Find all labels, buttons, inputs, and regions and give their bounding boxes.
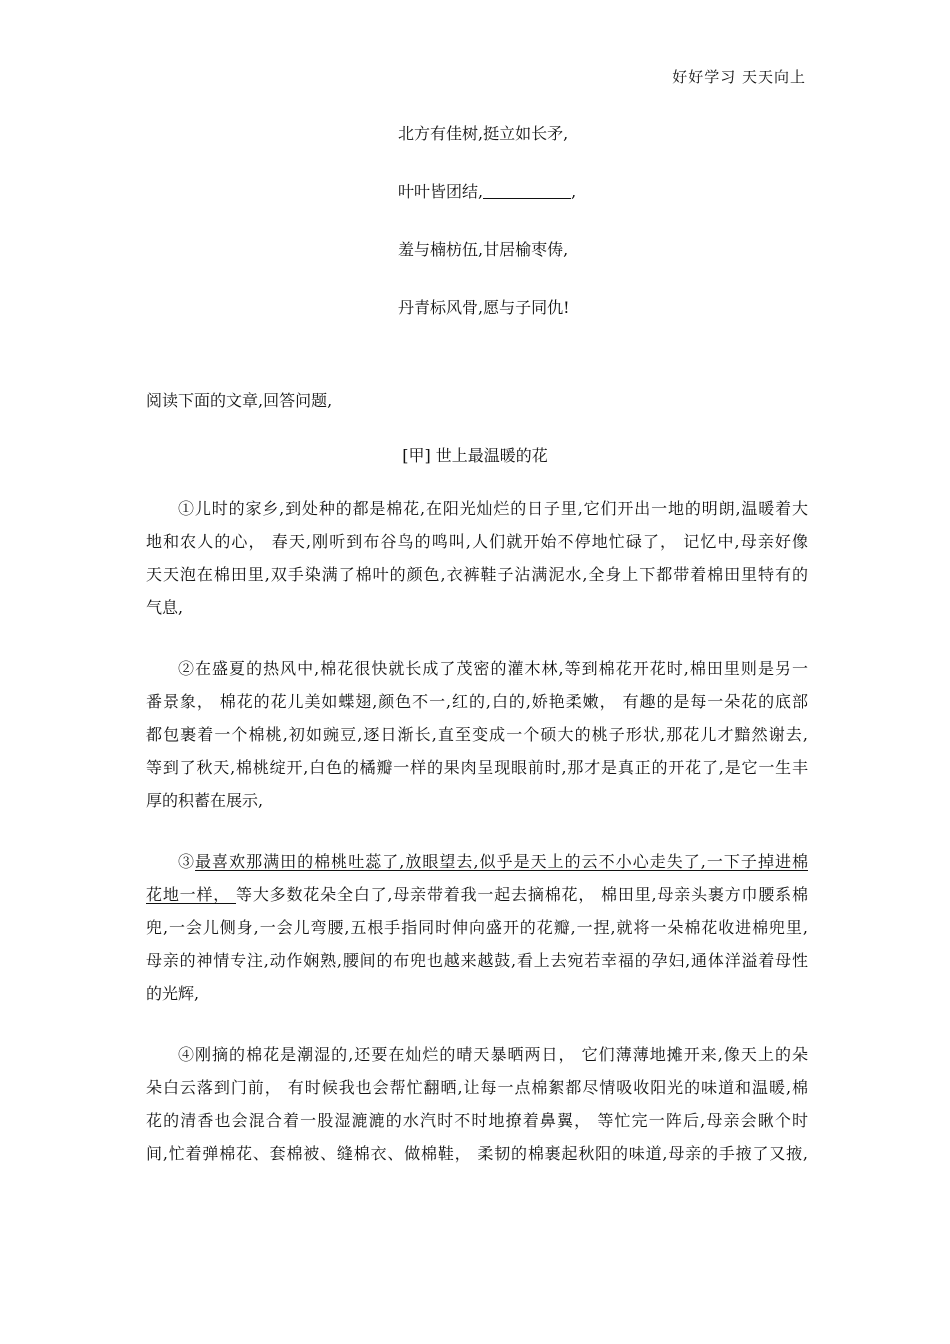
poem-line: 丹青标风骨,愿与子同仇!	[398, 298, 570, 317]
paragraph-3	[146, 845, 808, 1010]
underlined-sentence: 最喜欢那满田的棉桃吐蕊了,放眼望去,似乎是天上的云不小心走失了,一下子掉进棉	[195, 852, 808, 871]
text-line: 朵白云落到门前， 有时候我也会帮忙翻晒,让每一点棉絮都尽情吸收阳光的味道和温暖,棉	[146, 1078, 808, 1097]
poem-line-prefix: 叶叶皆团结,	[398, 182, 484, 201]
reading-instruction: 阅读下面的文章,回答问题,	[146, 391, 333, 410]
text-line: 的光辉,	[146, 984, 200, 1003]
page-header: 好好学习 天天向上	[672, 68, 806, 86]
text-line: 天天泡在棉田里,双手染满了棉叶的颜色,衣裤鞋子沾满泥水,全身上下都带着棉田里特有的	[146, 565, 808, 584]
text-line: 番景象， 棉花的花儿美如蝶翅,颜色不一,红的,白的,娇艳柔嫩， 有趣的是每一朵花的底部	[146, 692, 808, 711]
paragraph-4	[146, 1038, 808, 1170]
paragraph-number: ③	[178, 852, 196, 871]
text-line: 都包裹着一个棉桃,初如豌豆,逐日渐长,直至变成一个硕大的桃子形状,那花儿才黯然谢去,	[146, 725, 808, 744]
poem	[398, 120, 818, 352]
text-line: 母亲的神情专注,动作娴熟,腰间的布兜也越来越鼓,看上去宛若幸福的孕妇,通体洋溢着母性	[146, 951, 808, 970]
text-line: 等到了秋天,棉桃绽开,白色的橘瓣一样的果肉呈现眼前时,那才是真正的开花了,是它一生丰	[146, 758, 808, 777]
fill-in-blank[interactable]	[483, 180, 571, 199]
text-line: ②在盛夏的热风中,棉花很快就长成了茂密的灌木林,等到棉花开花时,棉田里则是另一	[178, 659, 808, 678]
article-title: [甲] 世上最温暖的花	[402, 446, 548, 465]
text-line	[146, 845, 808, 878]
text-line: 气息,	[146, 598, 184, 617]
text-line: 地和农人的心， 春天,刚听到布谷鸟的鸣叫,人们就开始不停地忙碌了， 记忆中,母亲好像	[146, 532, 808, 551]
text-line: 兜,一会儿侧身,一会儿弯腰,五根手指同时伸向盛开的花瓣,一捏,就将一朵棉花收进棉兜里,	[146, 918, 808, 937]
text-line: 花的清香也会混合着一股湿漉漉的水汽时不时地撩着鼻翼， 等忙完一阵后,母亲会瞅个时	[146, 1111, 808, 1130]
text-segment: 等大多数花朵全白了,母亲带着我一起去摘棉花， 棉田里,母亲头裹方巾腰系棉	[236, 885, 808, 904]
poem-line: 北方有佳树,挺立如长矛,	[398, 124, 569, 143]
poem-line-suffix: ,	[571, 182, 577, 201]
poem-line-with-blank	[398, 178, 818, 206]
text-line: ①儿时的家乡,到处种的都是棉花,在阳光灿烂的日子里,它们开出一地的明朗,温暖着大	[178, 499, 808, 518]
text-line: 厚的积蓄在展示,	[146, 791, 264, 810]
article-body	[146, 492, 808, 1198]
paragraph-2	[146, 652, 808, 817]
text-line: ④刚摘的棉花是潮湿的,还要在灿烂的晴天暴晒两日， 它们薄薄地摊开来,像天上的朵	[178, 1045, 808, 1064]
underlined-sentence-end: 花地一样，	[146, 885, 237, 904]
text-line	[146, 878, 808, 911]
text-line: 间,忙着弹棉花、套棉被、缝棉衣、做棉鞋， 柔韧的棉裹起秋阳的味道,母亲的手掖了又掖,	[146, 1144, 808, 1163]
paragraph-1	[146, 492, 808, 624]
poem-line: 羞与楠枋伍,甘居榆枣俦,	[398, 240, 569, 259]
